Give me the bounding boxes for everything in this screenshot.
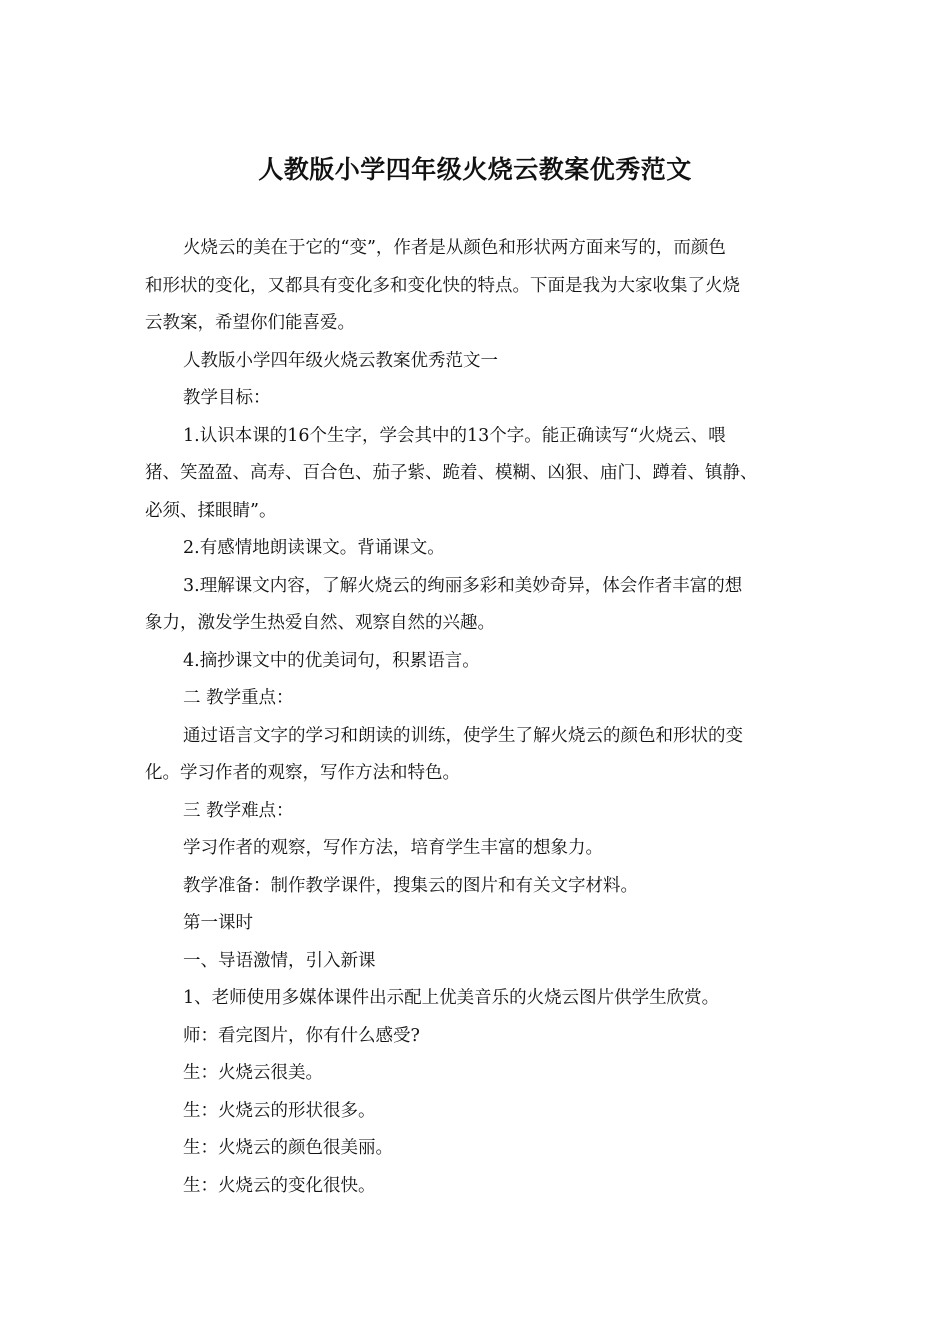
goal-1-line-2: 猪、笑盈盈、高寿、百合色、茄子紫、跪着、模糊、凶狠、庙门、蹲着、镇静、 xyxy=(145,463,758,483)
goals-heading: 教学目标： xyxy=(183,388,271,408)
key-points-heading: 二 教学重点： xyxy=(183,688,294,708)
step-1-text: 1、老师使用多媒体课件出示配上优美音乐的火烧云图片供学生欣赏。 xyxy=(183,988,720,1008)
goal-1-line-3: 必须、揉眼睛”。 xyxy=(145,500,277,521)
difficulty-text: 学习作者的观察，写作方法，培育学生丰富的想象力。 xyxy=(183,838,603,858)
key-points-line-1: 通过语言文字的学习和朗读的训练，使学生了解火烧云的颜色和形状的变 xyxy=(183,725,743,746)
difficulty-heading: 三 教学难点： xyxy=(183,800,294,821)
preparation-text: 教学准备：制作教学课件，搜集云的图片和有关文字材料。 xyxy=(183,875,638,896)
key-points-paragraph xyxy=(145,718,810,793)
intro-paragraph xyxy=(145,230,810,343)
goal-2: 2.有感情地朗读课文。背诵课文。 xyxy=(183,538,445,558)
dialogue-line: 生：火烧云的变化很快。 xyxy=(183,1175,376,1196)
dialogue-line: 生：火烧云的颜色很美丽。 xyxy=(183,1138,393,1158)
intro-line-3: 云教案，希望你们能喜爱。 xyxy=(145,313,355,333)
lesson-1-heading: 第一课时 xyxy=(183,913,253,933)
intro-line-1: 火烧云的美在于它的“变”，作者是从颜色和形状两方面来写的，而颜色 xyxy=(183,238,726,258)
subtitle: 人教版小学四年级火烧云教案优秀范文一 xyxy=(183,350,498,371)
goal-3-line-2: 象力，激发学生热爱自然、观察自然的兴趣。 xyxy=(145,613,495,633)
goal-1-paragraph xyxy=(145,418,810,531)
dialogue-line: 师：看完图片，你有什么感受? xyxy=(183,1025,420,1046)
goal-1-line-1: 1.认识本课的16个生字，学会其中的13个字。能正确读写“火烧云、喂 xyxy=(183,425,726,446)
section-1-heading: 一、导语激情，引入新课 xyxy=(183,950,376,971)
intro-line-2: 和形状的变化，又都具有变化多和变化快的特点。下面是我为大家收集了火烧 xyxy=(145,275,740,296)
goal-4: 4.摘抄课文中的优美词句，积累语言。 xyxy=(183,650,480,671)
dialogue-line: 生：火烧云很美。 xyxy=(183,1063,323,1083)
document-title: 人教版小学四年级火烧云教案优秀范文 xyxy=(258,155,692,184)
goal-3-paragraph xyxy=(145,568,810,643)
document-body xyxy=(145,230,810,1205)
dialogue-line: 生：火烧云的形状很多。 xyxy=(183,1100,376,1121)
key-points-line-2: 化。学习作者的观察，写作方法和特色。 xyxy=(145,763,460,783)
goal-3-line-1: 3.理解课文内容，了解火烧云的绚丽多彩和美妙奇异，体会作者丰富的想 xyxy=(183,575,743,596)
